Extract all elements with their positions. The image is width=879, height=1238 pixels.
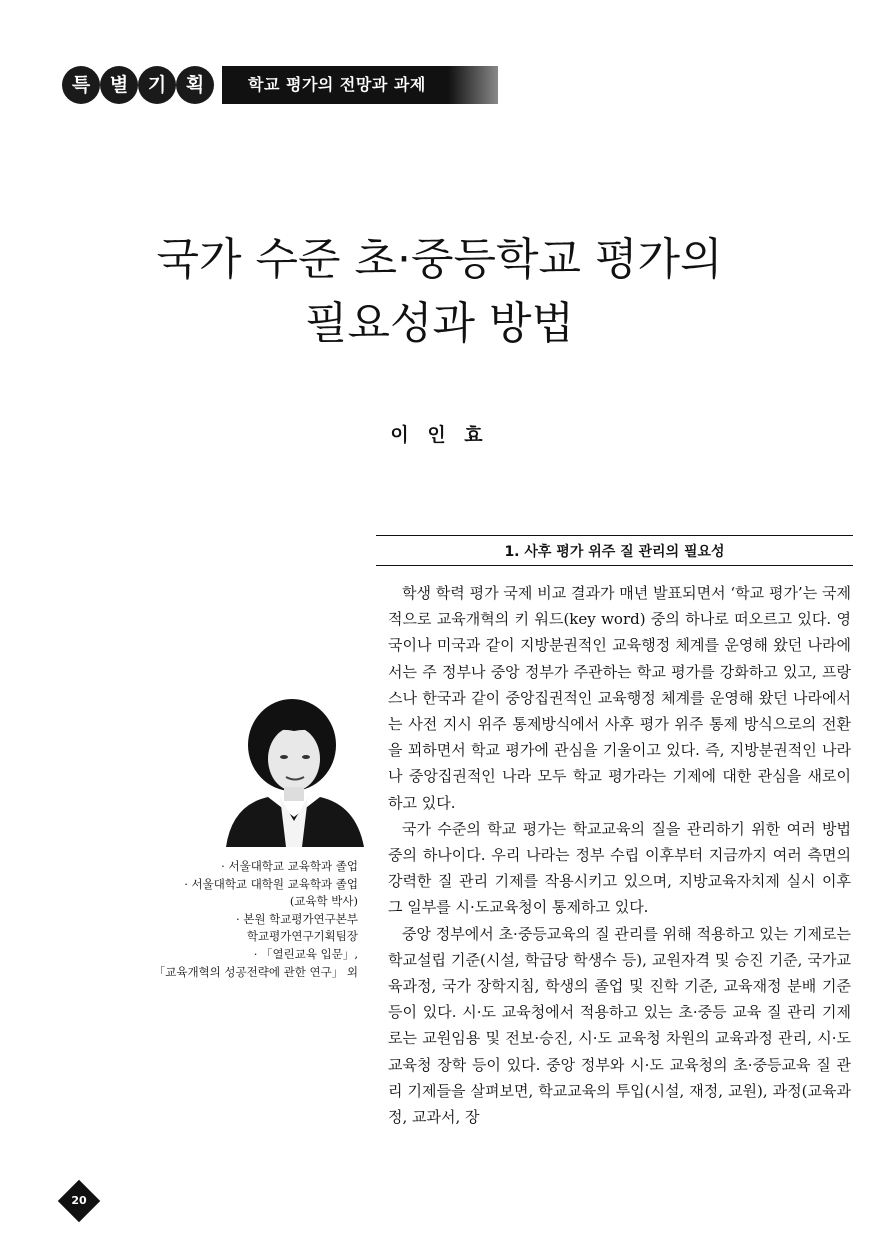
article-title <box>0 228 879 356</box>
section-rule <box>376 535 853 536</box>
badge-char: 특 <box>62 66 100 104</box>
section-rule <box>376 565 853 566</box>
paragraph: 국가 수준의 학교 평가는 학교교육의 질을 관리하기 위한 여러 방법 중의 하나이다. 우리 나라는 정부 수립 이후부터 지금까지 여러 측면의 강력한 질 관리 기제를 작용시키고 있으며, 지방교육자치제 실시 이후 그 일부를 시·도교육청이 통제하고 있다. <box>388 819 851 917</box>
badge-char: 획 <box>176 66 214 104</box>
portrait-illustration <box>218 697 364 847</box>
page-number: 20 <box>71 1194 87 1207</box>
bio-line: (교육학 박사) <box>289 894 358 909</box>
badge-char: 기 <box>138 66 176 104</box>
paragraph: 중앙 정부에서 초·중등교육의 질 관리를 위해 적용하고 있는 기제로는 학교설립 기준(시설, 학급당 학생수 등), 교원자격 및 승진 기준, 국가교육과정, 국가 장학지침, 학생의 졸업 및 진학 기준, 교육재정 분배 기준 등이 있다. 시·도 교육청에서 적용하고 있는 초·중등 교육 질 관리 기제로는 교원임용 및 전보·승진, 시·도 교육청 차원의 교육과정 관리, 시·도 교육청 장학 등이 있다. 중앙 정부와 시·도 교육청의 초·중등교육 질 관리 기제들을 살펴보면, 학교교육의 투입(시설, 재정, 교원), 과정(교육과정, 교과서, 장 <box>388 924 851 1127</box>
article-title-line2: 필요성과 방법 <box>304 298 574 349</box>
special-feature-badge <box>62 62 232 106</box>
section-heading: 1. 사후 평가 위주 질 관리의 필요성 <box>504 544 725 560</box>
author-bio <box>120 858 358 981</box>
bio-line: 「교육개혁의 성공전략에 관한 연구」 외 <box>153 964 358 979</box>
author-name: 이 인 효 <box>390 424 489 446</box>
badge-char: 별 <box>100 66 138 104</box>
author-portrait <box>218 697 364 847</box>
bio-line: · 서울대학교 대학원 교육학과 졸업 <box>184 876 358 891</box>
page-number-badge <box>58 1180 100 1222</box>
bio-line: · 본원 학교평가연구본부 <box>235 911 358 926</box>
bio-line: 학교평가연구기획팀장 <box>246 929 358 944</box>
bio-line: · 서울대학교 교육학과 졸업 <box>221 859 358 873</box>
series-header <box>62 62 502 106</box>
series-title: 학교 평가의 전망과 과제 <box>222 66 498 104</box>
article-body <box>388 580 851 1130</box>
article-title-line1: 국가 수준 초·중등학교 평가의 <box>156 234 723 285</box>
bio-line: · 「열린교육 입문」, <box>253 946 358 961</box>
paragraph: 학생 학력 평가 국제 비교 결과가 매년 발표되면서 ‘학교 평가’는 국제적으로 교육개혁의 키 워드(key word) 중의 하나로 떠오르고 있다. 영국이나 미국과 같이 지방분권적인 교육행정 체계를 운영해 왔던 나라에서는 주 정부나 중앙 정부가 주관하는 학교 평가를 강화하고 있고, 프랑스나 한국과 같이 중앙집권적인 교육행정 체계를 운영해 왔던 나라에서는 사전 지시 위주 통제방식에서 사후 평가 위주 통제 방식으로의 전환을 꾀하면서 학교 평가에 관심을 기울이고 있다. 즉, 지방분권적인 나라나 중앙집권적인 나라 모두 학교 평가라는 기제에 대한 관심을 새로이 하고 있다. <box>388 584 851 812</box>
